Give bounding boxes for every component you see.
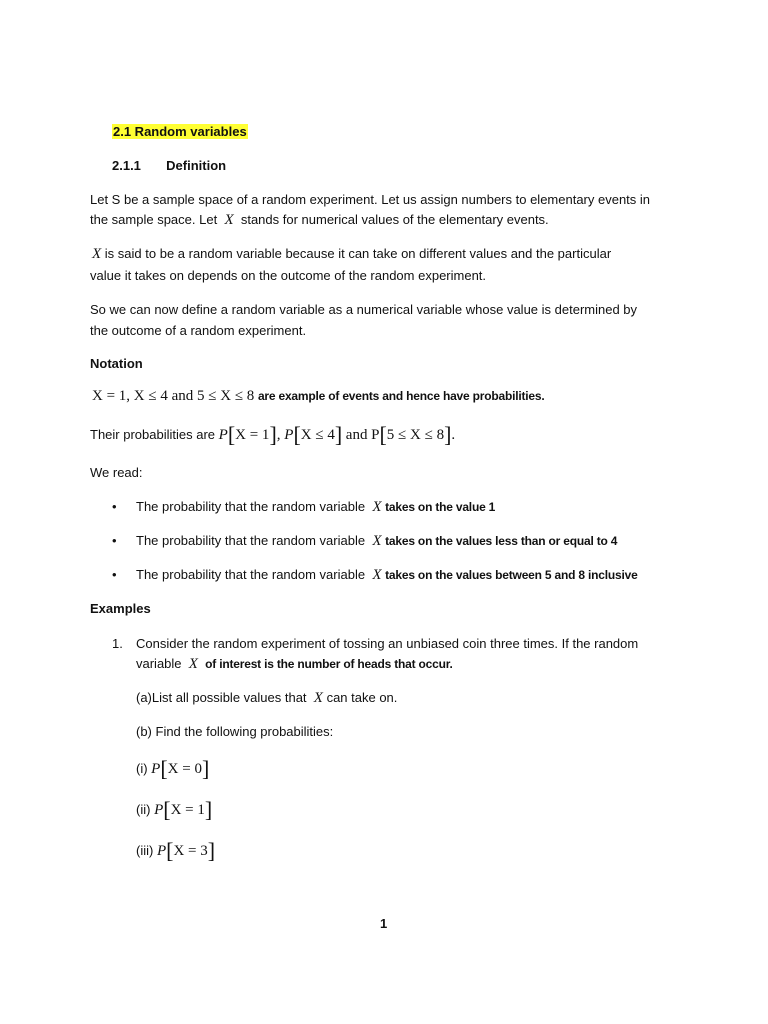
para2-line1 [92,246,611,263]
part-a-tail: can take on. [326,690,398,705]
events-math: X = 1, X ≤ 4 and 5 ≤ X ≤ 8 [92,388,255,404]
probs-period: . [451,427,456,443]
prob-item: (iii) P[X = 3] [136,838,216,863]
bullet-text: The probability that the random variable [136,533,366,548]
we-read-label: We read: [90,465,143,480]
example1-text-b: of interest is the number of heads that occur. [205,657,453,671]
prob-p: , P [276,427,294,443]
list-item [136,567,638,584]
subsection-number: 2.1.1 [112,158,141,173]
subsection-heading [112,158,226,173]
heading-highlight: 2.1 Random variables [113,124,247,139]
math-var-x: X [188,656,198,672]
item-label: (i) [136,761,148,776]
example1-part-a [136,690,397,707]
example1-line2 [136,656,453,673]
prob-item: (i) P[X = 0] [136,756,210,781]
list-item [136,499,495,516]
math-var-x: X [92,246,102,262]
prob-expr-1: X = 1 [235,427,270,443]
part-a-text: (a)List all possible values that [136,690,307,705]
para3-line1: So we can now define a random variable as a numerical variable whose value is determined by [90,302,638,317]
prob-p: P [156,843,167,859]
prob-expr: X = 3 [173,843,208,859]
para3-line2: the outcome of a random experiment. [90,323,307,338]
para1-text-a: the sample space. Let [90,212,218,227]
math-var-x: X [372,499,382,515]
probs-and: and [345,427,368,443]
prob-p: P [371,427,380,443]
prob-p: P [154,802,164,818]
list-item [136,533,617,550]
prob-item: (ii) P[X = 1] [136,797,213,822]
math-var-x: X [372,533,382,549]
para1-line2 [90,212,549,229]
section-heading [112,124,248,139]
bullet-icon: • [112,499,117,514]
probs-text: Their probabilities are [90,427,216,442]
bullet-text: The probability that the random variable [136,567,366,582]
bullet-icon: • [112,567,117,582]
prob-expr-2: X ≤ 4 [300,427,335,443]
example-number: 1. [112,636,123,651]
para1-line1: Let S be a sample space of a random experiment. Let us assign numbers to elementary events in [90,192,651,207]
events-text: are example of events and hence have probabilities. [257,389,545,403]
bullet-tail: takes on the value 1 [385,500,496,514]
subsection-title: Definition [166,158,227,173]
prob-expr: X = 1 [170,802,205,818]
bullet-tail: takes on the values less than or equal to 4 [385,534,618,548]
bullet-icon: • [112,533,117,548]
bullet-tail: takes on the values between 5 and 8 inclusive [385,568,638,582]
notation-title: Notation [90,356,143,371]
math-var-x: X [313,690,323,706]
para1-text-b: stands for numerical values of the elementary events. [240,212,549,227]
prob-p: P [218,427,228,443]
example1-part-b: (b) Find the following probabilities: [136,724,334,739]
item-label: (ii) [136,802,151,817]
prob-expr-3: 5 ≤ X ≤ 8 [386,427,445,443]
page-number: 1 [380,916,388,931]
notation-events [92,388,545,405]
item-label: (iii) [136,843,154,858]
para2-line2: value it takes on depends on the outcome of the random experiment. [90,268,487,283]
math-var-x: X [372,567,382,583]
math-var-x: X [224,212,234,228]
bullet-text: The probability that the random variable [136,499,366,514]
example1-text-a: variable [136,656,182,671]
prob-expr: X = 0 [167,761,202,777]
notation-probabilities: Their probabilities are P[X = 1], P[X ≤ 4] and P[5 ≤ X ≤ 8]. [90,422,456,447]
examples-title: Examples [90,601,151,616]
prob-p: P [151,761,161,777]
example1-line1: Consider the random experiment of tossing an unbiased coin three times. If the random [136,636,639,651]
para2-text: is said to be a random variable because it can take on different values and the particular [104,246,612,261]
